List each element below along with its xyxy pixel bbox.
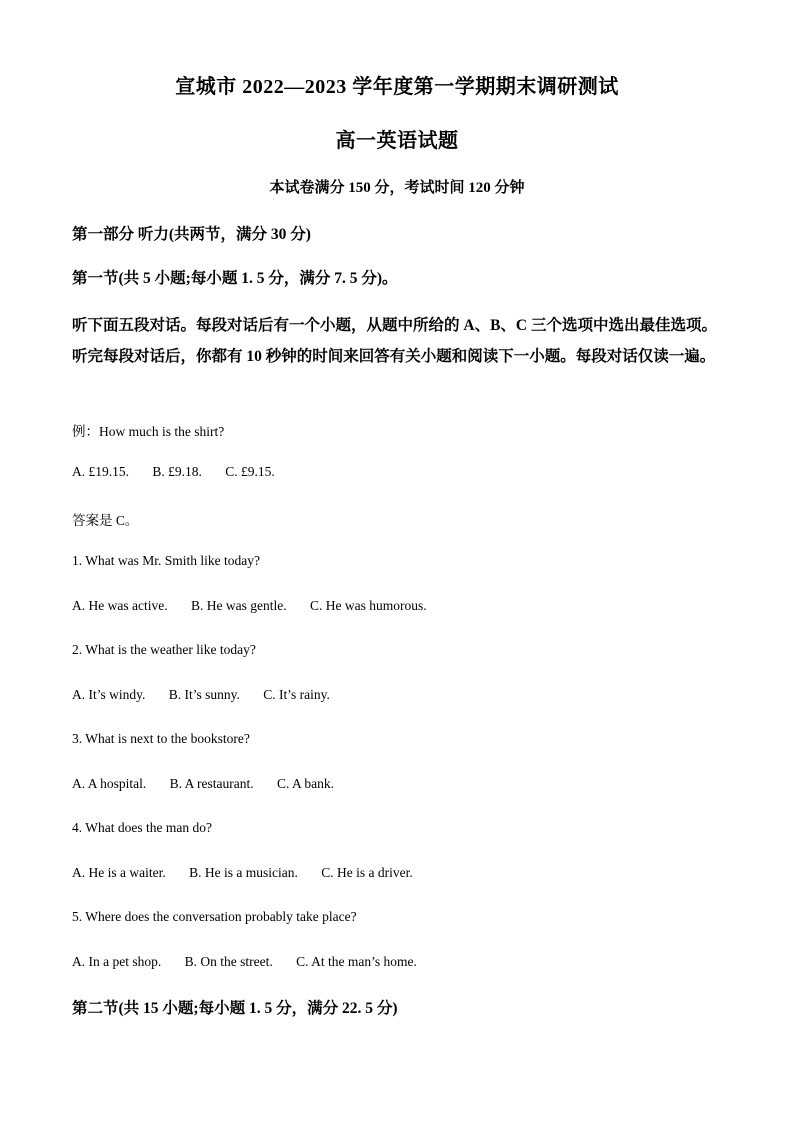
option-a: A. A hospital.: [72, 776, 147, 791]
question-1-options: [72, 598, 447, 614]
option-b: B. On the street.: [184, 954, 273, 969]
option-b: B. He is a musician.: [189, 865, 298, 880]
option-a: A. He was active.: [72, 598, 168, 613]
listening-instructions: 听下面五段对话。每段对话后有一个小题，从题中所给的 A、B、C 三个选项中选出最佳选项。听完每段对话后，你都有 10 秒钟的时间来回答有关小题和阅读下一小题。每段对话仅读一遍。: [72, 317, 717, 365]
example-options: [72, 464, 295, 480]
question-5: 5. Where does the conversation probably take place?: [72, 909, 357, 924]
option-b: B. He was gentle.: [190, 598, 287, 613]
section2-heading: 第二节(共 15 小题;每小题 1. 5 分，满分 22. 5 分): [72, 1000, 398, 1017]
question-5-options: [72, 954, 437, 970]
option-a: A. £19.15.: [72, 464, 129, 479]
option-b: B. A restaurant.: [169, 776, 254, 791]
option-c: C. He is a driver.: [321, 865, 413, 880]
question-3: 3. What is next to the bookstore?: [72, 731, 250, 746]
exam-meta: 本试卷满分 150 分，考试时间 120 分钟: [269, 180, 525, 196]
option-c: C. £9.15.: [225, 464, 275, 479]
example-answer: 答案是 C。: [72, 513, 139, 528]
option-a: A. He is a waiter.: [72, 865, 166, 880]
option-c: C. A bank.: [277, 776, 335, 791]
question-4-options: [72, 865, 433, 881]
exam-title: 宣城市 2022—2023 学年度第一学期期末调研测试: [175, 76, 619, 98]
option-c: C. He was humorous.: [309, 598, 427, 613]
option-b: B. It’s sunny.: [168, 687, 240, 702]
question-3-options: [72, 776, 354, 792]
section1-heading: 第一节(共 5 小题;每小题 1. 5 分，满分 7. 5 分)。: [72, 270, 398, 287]
option-c: C. It’s rainy.: [263, 687, 330, 702]
option-a: A. In a pet shop.: [72, 954, 162, 969]
question-4: 4. What does the man do?: [72, 820, 212, 835]
part1-heading: 第一部分 听力(共两节，满分 30 分): [72, 226, 311, 243]
option-a: A. It’s windy.: [72, 687, 146, 702]
question-2: 2. What is the weather like today?: [72, 642, 256, 657]
option-b: B. £9.18.: [152, 464, 202, 479]
option-c: C. At the man’s home.: [296, 954, 417, 969]
question-2-options: [72, 687, 350, 703]
question-1: 1. What was Mr. Smith like today?: [72, 553, 260, 568]
exam-subtitle: 高一英语试题: [335, 130, 459, 152]
example-question: 例：How much is the shirt?: [72, 424, 225, 439]
